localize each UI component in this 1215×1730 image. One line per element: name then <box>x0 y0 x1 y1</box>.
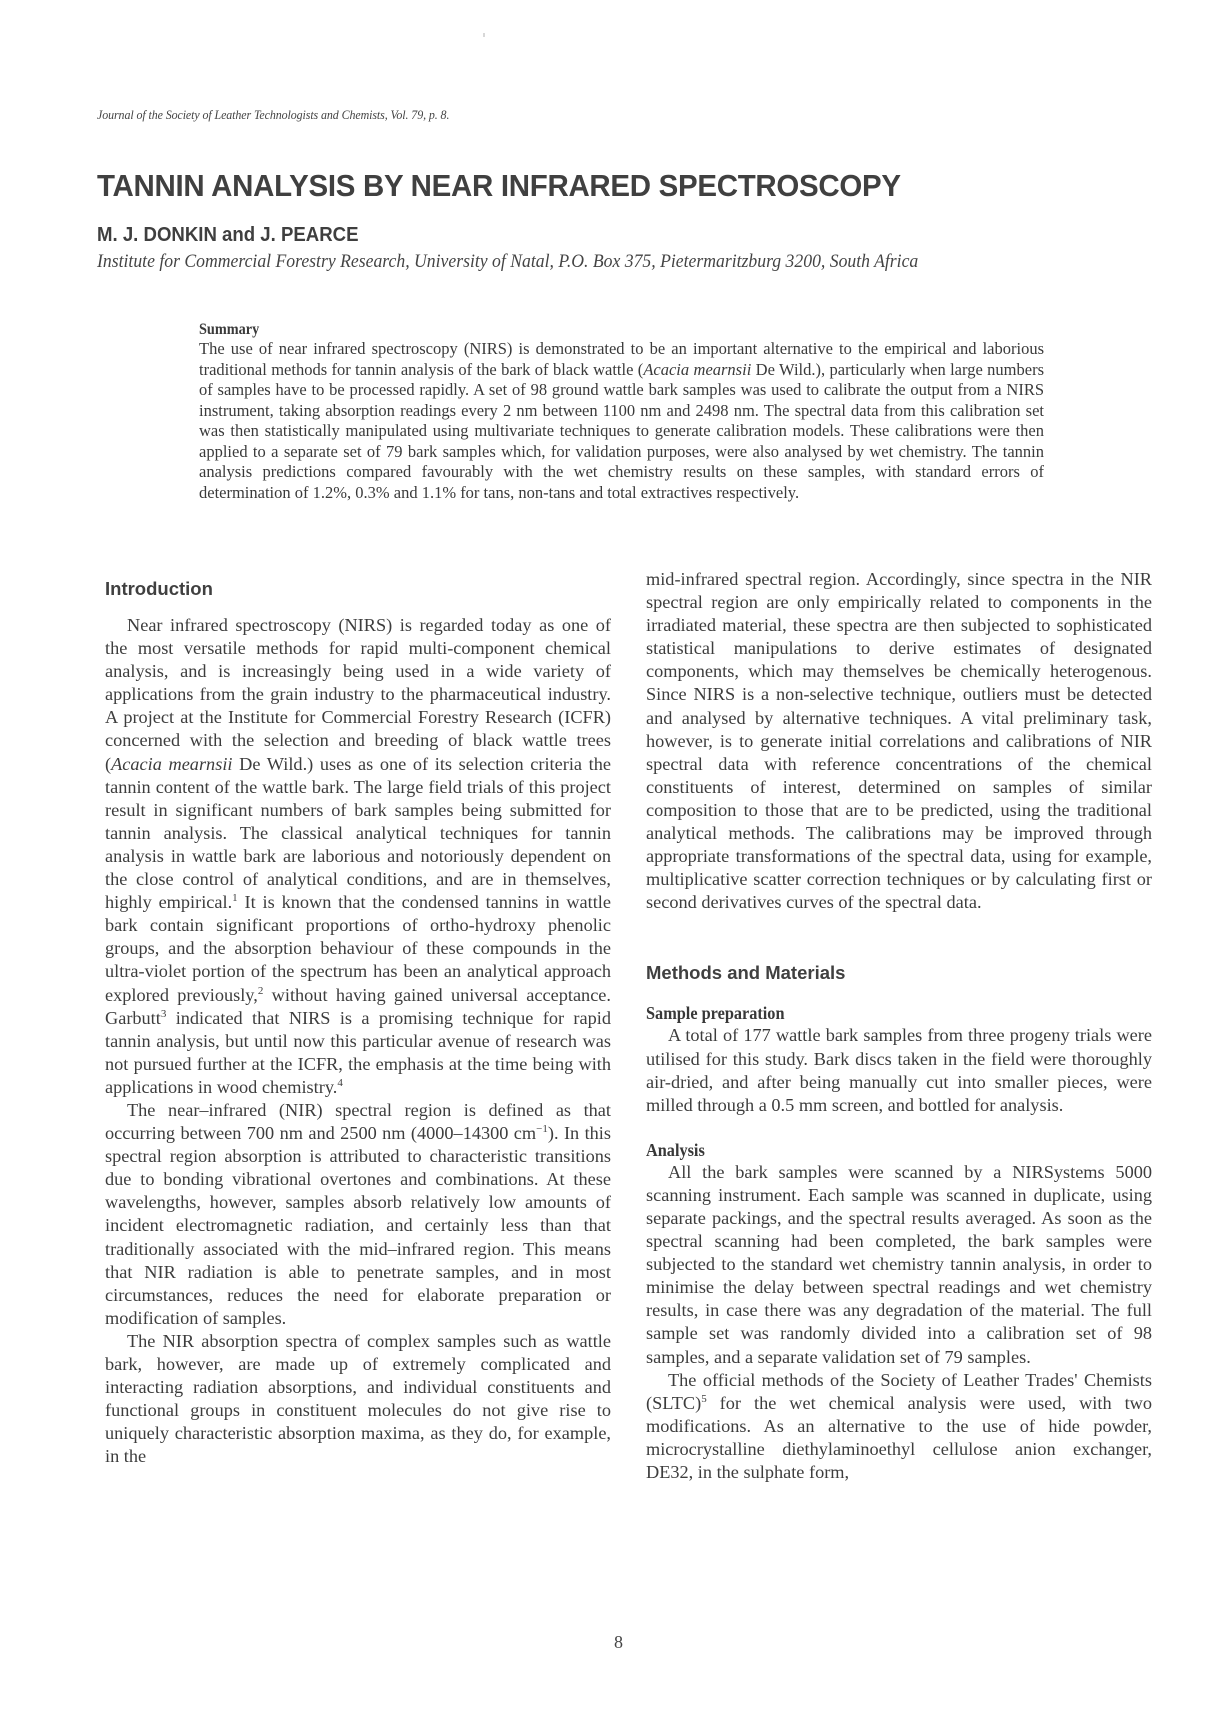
text: It is known that the condensed tannins in wattle bark contain significant proportions of ortho-hydroxy phenolic groups, and the absorption behaviour of these compounds in the ultra-violet portion of the spectrum has been an analytical approach explored previously, <box>105 892 611 1005</box>
reference-marker: 4 <box>337 1076 343 1089</box>
text: The near–infrared (NIR) spectral region is defined as that occurring between 700 nm and 2500 nm (4000–14300 cm <box>105 1099 611 1144</box>
article-title: TANNIN ANALYSIS BY NEAR INFRARED SPECTROSCOPY <box>97 168 901 203</box>
scan-speck <box>483 33 485 37</box>
article-authors: M. J. DONKIN and J. PEARCE <box>97 224 359 246</box>
journal-citation: Journal of the Society of Leather Technologists and Chemists, Vol. 79, p. 8. <box>97 107 450 122</box>
species-name: Acacia mearnsii <box>643 359 752 379</box>
text: indicated that NIRS is a promising technique for rapid tannin analysis, but until now this particular avenue of research was not pursued further at the ICFR, the emphasis at the time being with applications in wood chemistry. <box>105 1007 611 1097</box>
left-column <box>105 578 611 1468</box>
intro-paragraph-1 <box>105 614 611 1099</box>
introduction-heading: Introduction <box>105 578 213 599</box>
intro-paragraph-3: The NIR absorption spectra of complex samples such as wattle bark, however, are made up of extremely complicated and interacting radiation absorptions, and individual constituents and functional groups in constituent molecules do not give rise to uniquely characteristic absorption maxima, as they do, for example, in the <box>105 1330 611 1467</box>
analysis-paragraph-2 <box>646 1369 1152 1484</box>
text: for the wet chemical analysis were used, with two modifications. As an alternative to the use of hide powder, microcrystalline diethylaminoethyl cellulose anion exchanger, DE32, in the sulphate form, <box>646 1392 1152 1482</box>
intro-paragraph-3-continued: mid-infrared spectral region. Accordingly, since spectra in the NIR spectral region are only empirically related to components in the irradiated material, these spectra are then subjected to sophisticated statistical manipulations to derive estimates of designated components, which may themselves be chemically heterogenous. Since NIRS is a non-selective technique, outliers must be detected and analysed by alternative techniques. A vital preliminary task, however, is to generate initial correlations and calibrations of NIR spectral data with reference concentrations of the chemical constituents of interest, determined on samples of similar composition to those that are to be predicted, using the traditional analytical methods. The calibrations may be improved through appropriate transformations of the spectral data, using for example, multiplicative scatter correction techniques or by calculating first or second derivatives curves of the spectral data. <box>646 569 1152 913</box>
summary-block <box>199 321 1044 503</box>
author-affiliation: Institute for Commercial Forestry Research, University of Natal, P.O. Box 375, Pietermaritzburg 3200, South Africa <box>97 251 919 272</box>
sample-preparation-paragraph: A total of 177 wattle bark samples from three progeny trials were utilised for this study. Bark discs taken in the field were thoroughly air-dried, and after being manually cut into smaller pieces, were milled through a 0.5 mm screen, and bottled for analysis. <box>646 1025 1152 1115</box>
right-column <box>646 568 1152 1484</box>
reference-marker: 2 <box>257 984 264 997</box>
intro-paragraph-2 <box>105 1099 611 1330</box>
reference-marker: 5 <box>701 1392 707 1405</box>
text: De Wild.) uses as one of its selection criteria the tannin content of the wattle bark. The large field trials of this project result in significant numbers of bark samples being submitted for tannin analysis. The classical analytical techniques for tannin analysis in wattle bark are laborious and notoriously dependent on the close control of analytical conditions, and are in themselves, highly empirical. <box>105 753 612 913</box>
summary-heading: Summary <box>199 321 260 338</box>
unit-exponent: −1 <box>536 1123 548 1136</box>
sample-preparation-heading: Sample preparation <box>646 1003 785 1024</box>
reference-marker: 1 <box>232 892 238 905</box>
species-name: Acacia mearnsii <box>111 753 233 774</box>
methods-heading: Methods and Materials <box>646 962 846 984</box>
summary-text-part: De Wild.), particularly when large numbers of samples have to be processed rapidly. A set of 98 ground wattle bark samples was used to calibrate the output from a NIRS instrument, taking absorption readings every 2 nm between 1100 nm and 2498 nm. The spectral data from this calibration set was then statistically manipulated using multivariate techniques to generate calibration models. These calibrations were then applied to a separate set of 79 bark samples which, for validation purposes, were also analysed by wet chemistry. The tannin analysis predictions compared favourably with the wet chemistry results on these samples, with standard errors of determination of 1.2%, 0.3% and 1.1% for tans, non-tans and total extractives respectively. <box>199 359 1045 502</box>
summary-text-part: The use of near infrared spectroscopy (NIRS) is demonstrated to be an important alternative to the empirical and laborious traditional methods for tannin analysis of the bark of black wattle ( <box>199 339 1044 379</box>
page-number: 8 <box>614 1632 623 1652</box>
reference-marker: 3 <box>160 1007 167 1020</box>
text: Near infrared spectroscopy (NIRS) is regarded today as one of the most versatile methods for rapid multi-component chemical analysis, and is increasingly being used in a wide variety of applications from the grain industry to the pharmaceutical industry. A project at the Institute for Commercial Forestry Research (ICFR) concerned with the selection and breeding of black wattle trees ( <box>105 615 611 774</box>
analysis-heading: Analysis <box>646 1139 705 1160</box>
text: The official methods of the Society of Leather Trades' Chemists (SLTC) <box>646 1369 1152 1413</box>
text: without having gained universal acceptance. Garbutt <box>105 984 611 1028</box>
text: ). In this spectral region absorption is attributed to characteristic transitions due to bonding vibrational overtones and combinations. At these wavelengths, however, samples absorb relatively low amounts of incident electromagnetic radiation, and certainly less than that traditionally associated with the mid–infrared region. This means that NIR radiation is able to penetrate samples, and in most circumstances, reduces the need for elaborate preparation or modification of samples. <box>105 1123 611 1328</box>
analysis-paragraph-1: All the bark samples were scanned by a NIRSystems 5000 scanning instrument. Each sample was scanned in duplicate, using separate packings, and the spectral results averaged. As soon as the spectral scanning had been completed, the bark samples were subjected to the standard wet chemistry tannin analysis, in order to minimise the delay between spectral readings and wet chemistry results, in case there was any degradation of the material. The full sample set was randomly divided into a calibration set of 98 samples, and a separate validation set of 79 samples. <box>646 1161 1152 1367</box>
summary-text <box>199 339 1044 502</box>
